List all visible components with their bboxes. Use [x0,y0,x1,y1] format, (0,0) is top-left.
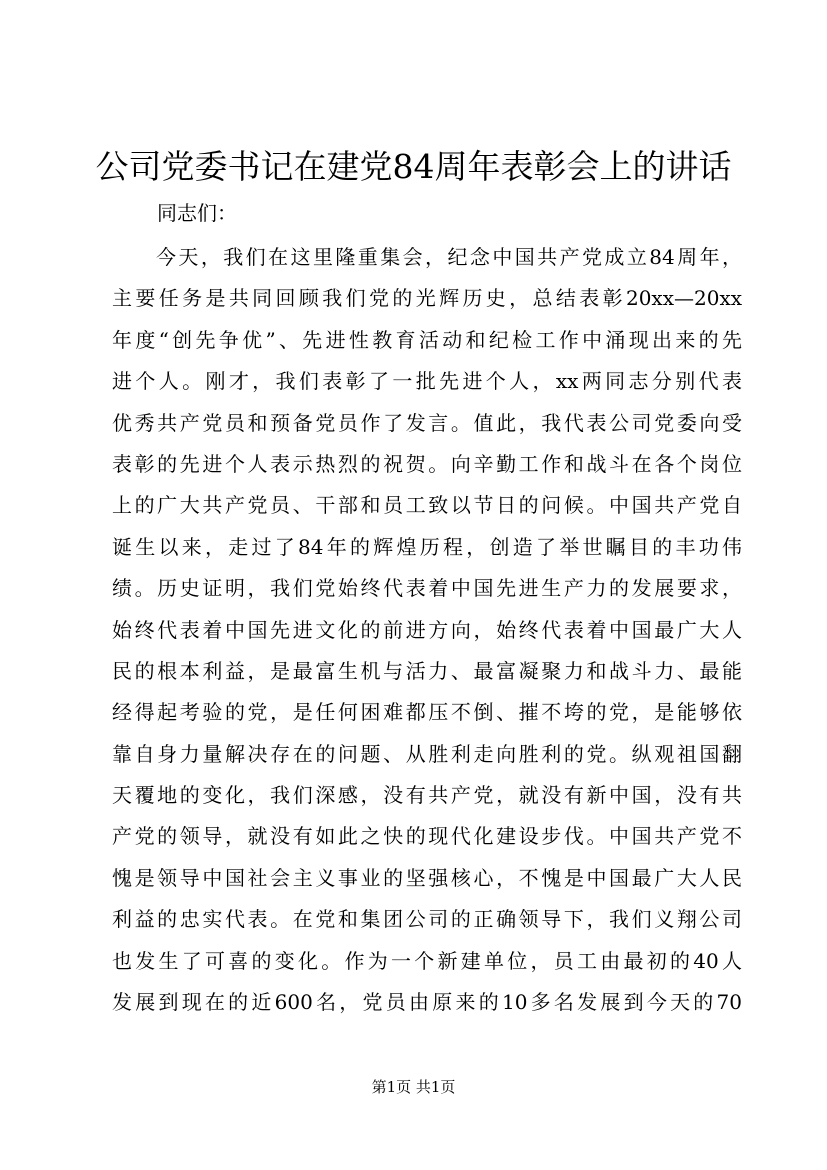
speech-line: 进个人。刚才，我们表彰了一批先进个人，xx两同志分别代表 [112,369,742,394]
speech-line: 民的根本利益，是最富生机与活力、最富凝聚力和战斗力、最能 [112,658,742,683]
speech-line: 发展到现在的近600名，党员由原来的10多名发展到今天的70 [112,990,742,1015]
speech-line: 上的广大共产党员、干部和员工致以节日的问候。中国共产党自 [112,493,742,518]
page-footer: 第1页 共1页 [371,1078,456,1096]
speech-line: 表彰的先进个人表示热烈的祝贺。向辛勤工作和战斗在各个岗位 [112,451,742,476]
speech-line: 始终代表着中国先进文化的前进方向，始终代表着中国最广大人 [112,617,742,642]
speech-line: 今天，我们在这里隆重集会，纪念中国共产党成立84周年， [156,245,742,269]
speech-line: 靠自身力量解决存在的问题、从胜利走向胜利的党。纵观祖国翻 [112,741,742,766]
speech-line: 愧是领导中国社会主义事业的坚强核心，不愧是中国最广大人民 [112,865,742,890]
speech-line: 利益的忠实代表。在党和集团公司的正确领导下，我们义翔公司 [112,907,742,932]
speech-line: 主要任务是共同回顾我们党的光辉历史，总结表彰20xx—20xx [112,286,742,311]
speech-line: 经得起考验的党，是任何困难都压不倒、摧不垮的党，是能够依 [112,700,742,725]
page-title: 公司党委书记在建党84周年表彰会上的讲话 [95,147,732,186]
speech-line: 年度“创先争优”、先进性教育活动和纪检工作中涌现出来的先 [112,327,742,352]
speech-line: 也发生了可喜的变化。作为一个新建单位，员工由最初的40人 [112,948,742,973]
speech-line: 绩。历史证明，我们党始终代表着中国先进生产力的发展要求， [112,576,742,601]
speech-body [112,237,742,1023]
salutation: 同志们： [157,201,237,225]
speech-line: 诞生以来，走过了84年的辉煌历程，创造了举世瞩目的丰功伟 [112,534,742,559]
speech-line: 产党的领导，就没有如此之快的现代化建设步伐。中国共产党不 [112,824,742,849]
speech-line: 优秀共产党员和预备党员作了发言。值此，我代表公司党委向受 [112,410,742,435]
speech-line: 天覆地的变化，我们深感，没有共产党，就没有新中国，没有共 [112,783,742,808]
